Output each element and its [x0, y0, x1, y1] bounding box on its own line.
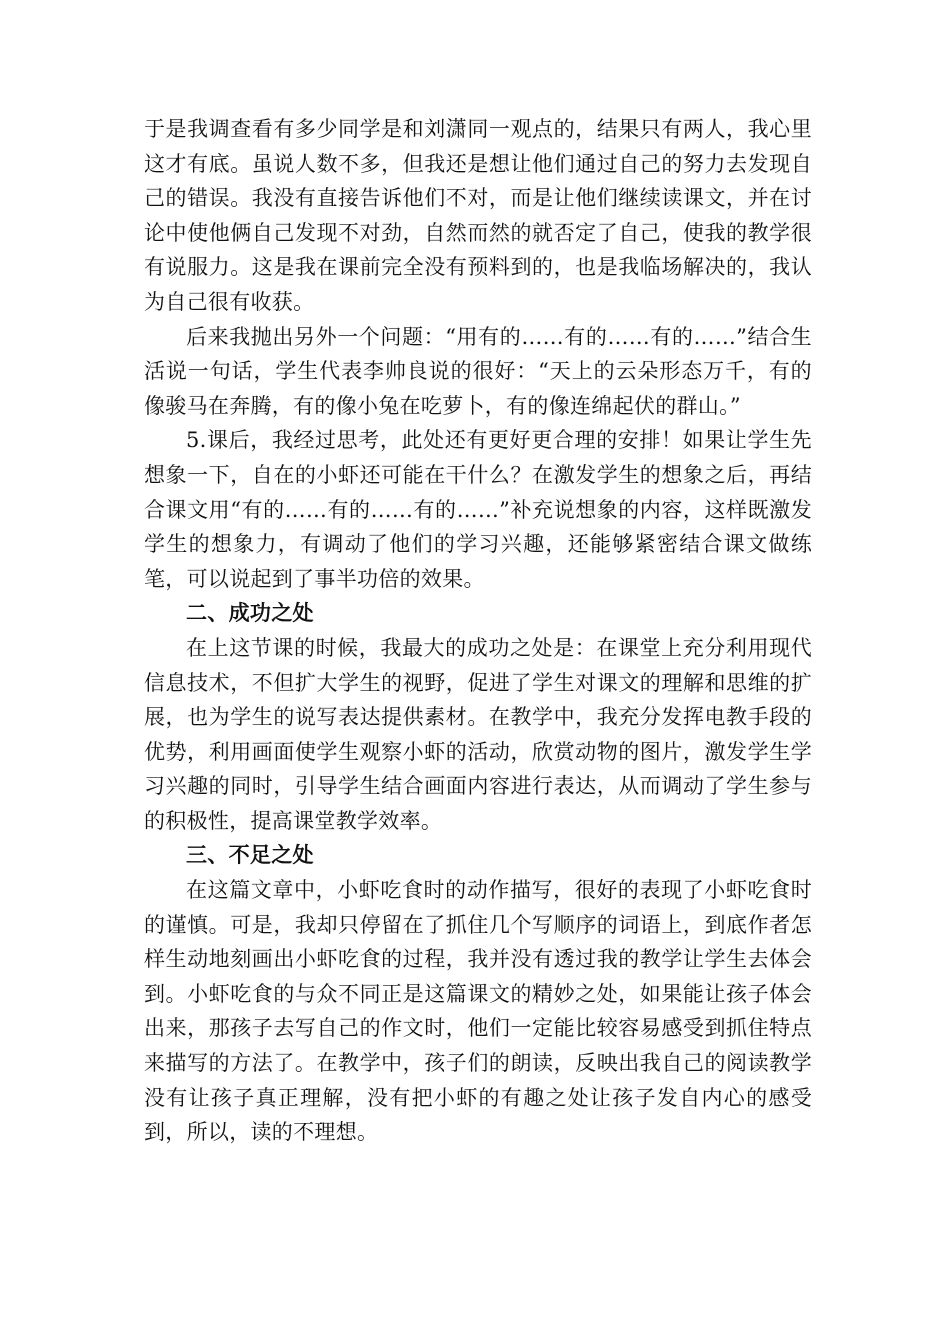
paragraph-successes: 在上这节课的时候，我最大的成功之处是：在课堂上充分利用现代信息技术，不但扩大学生的视野，促进了学生对课文的理解和思维的扩展，也为学生的说写表达提供素材。在教学中，我充分发挥电教手段的优势，利用画面使学生观察小虾的活动，欣赏动物的图片，激发学生学习兴趣的同时，引导学生结合画面内容进行表达，从而调动了学生参与的积极性，提高课堂教学效率。: [144, 635, 812, 833]
paragraph-survey-result: 于是我调查看有多少同学是和刘潇同一观点的，结果只有两人，我心里这才有底。虽说人数不多，但我还是想让他们通过自己的努力去发现自己的错误。我没有直接告诉他们不对，而是让他们继续读课文，并在讨论中使他俩自己发现不对劲，自然而然的就否定了自己，使我的教学很有说服力。这是我在课前完全没有预料到的，也是我临场解决的，我认为自己很有收获。: [144, 117, 812, 314]
paragraph-after-class-reflection: 5.课后，我经过思考，此处还有更好更合理的安排！如果让学生先想象一下，自在的小虾还可能在干什么？在激发学生的想象之后，再结合课文用“有的……有的……有的……”补充说想象的内容，这样既激发学生的想象力，有调动了他们的学习兴趣，还能够紧密结合课文做练笔，可以说起到了事半功倍的效果。: [144, 428, 812, 591]
document-body: [144, 112, 812, 1150]
section-heading-shortcomings: 三、不足之处: [186, 843, 314, 868]
section-heading-successes: 二、成功之处: [186, 601, 314, 626]
paragraph-second-question: 后来我抛出另外一个问题：“用有的……有的……有的……”结合生活说一句话，学生代表李帅良说的很好：“天上的云朵形态万千，有的像骏马在奔腾，有的像小兔在吃萝卜，有的像连绵起伏的群山。”: [144, 324, 812, 418]
paragraph-shortcomings: 在这篇文章中，小虾吃食时的动作描写，很好的表现了小虾吃食时的谨慎。可是，我却只停留在了抓住几个写顺序的词语上，到底作者怎样生动地刻画出小虾吃食的过程，我并没有透过我的教学让学生去体会到。小虾吃食的与众不同正是这篇课文的精妙之处，如果能让孩子体会出来，那孩子去写自己的作文时，他们一定能比较容易感受到抓住特点来描写的方法了。在教学中，孩子们的朗读，反映出我自己的阅读教学没有让孩子真正理解，没有把小虾的有趣之处让孩子发自内心的感受到，所以，读的不理想。: [144, 878, 812, 1145]
